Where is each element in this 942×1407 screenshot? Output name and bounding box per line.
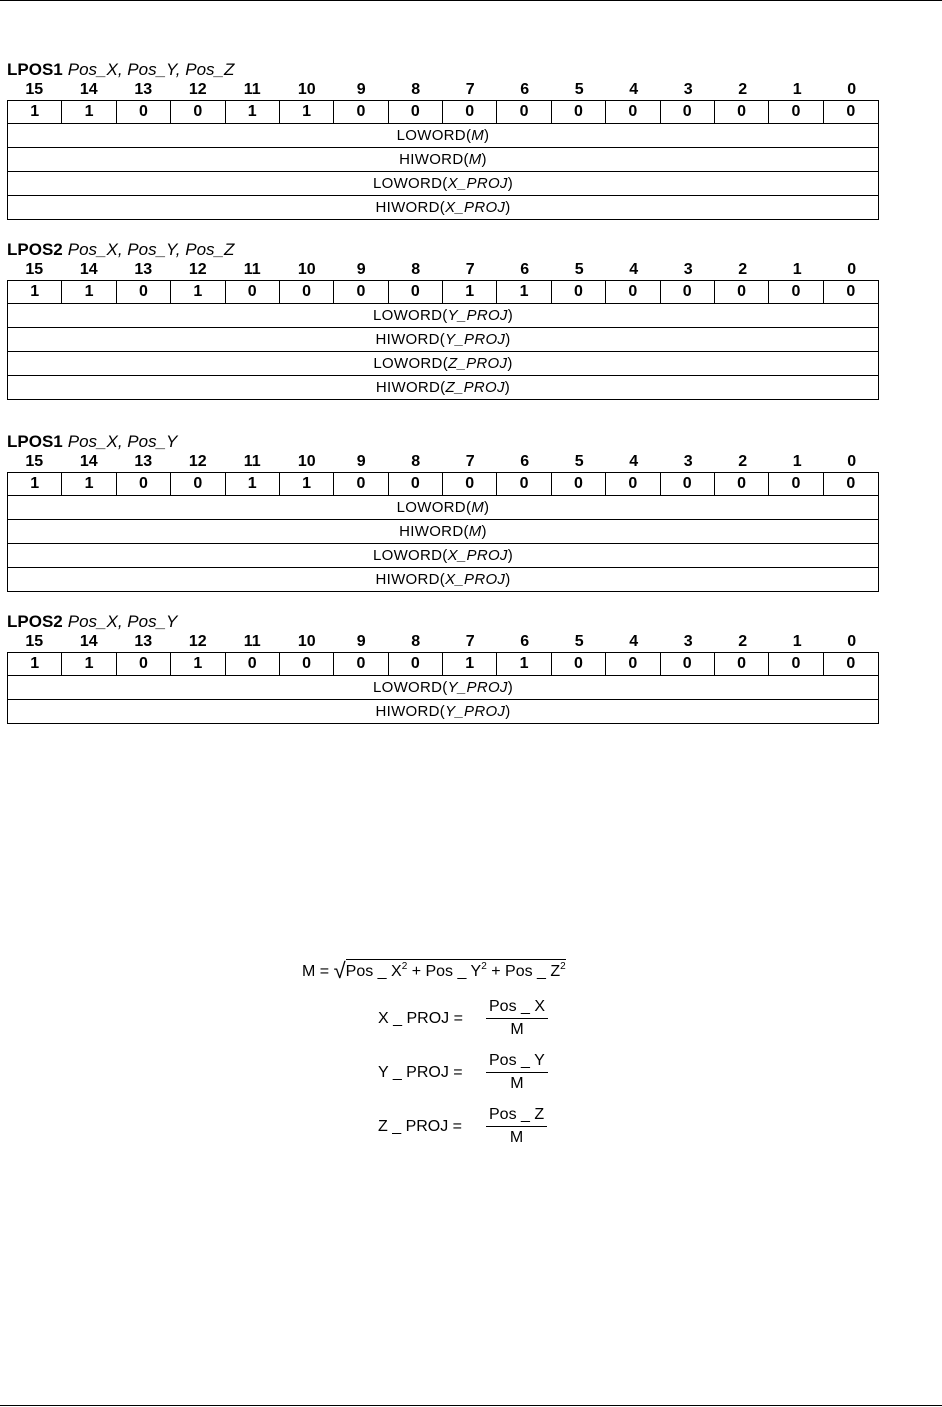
word-prefix: LOWORD( [372,175,448,192]
bit-number: 1 [792,81,802,98]
bit-value-cell: 1 [443,281,497,303]
bit-number: 4 [629,633,639,650]
bit-value-cell: 1 [443,653,497,675]
word-row [7,148,879,172]
word-prefix: HIWORD( [399,151,469,168]
bit-number: 12 [188,453,207,470]
bit-number: 13 [134,81,153,98]
bit-value-cell: 1 [8,281,62,303]
bit-number: 9 [356,453,366,470]
block-title [7,60,879,80]
word-prefix: HIWORD( [399,523,469,540]
bit-value-cell: 0 [280,281,334,303]
word-row [7,544,879,568]
bit-number: 10 [297,453,316,470]
bit-value-cell: 0 [846,283,856,300]
bit-number: 6 [520,633,530,650]
bit-value-cell: 0 [715,653,769,675]
bit-number: 12 [188,633,207,650]
bit-value-cell: 0 [334,101,388,123]
bit-value-cell: 1 [8,101,62,123]
block-title [7,432,879,452]
bit-number: 12 [188,81,207,98]
word-suffix: ) [484,127,490,144]
bit-value-cell: 0 [443,473,497,495]
bit-number: 10 [297,81,316,98]
bit-number: 8 [411,633,421,650]
word-suffix: ) [505,571,511,588]
bit-number: 8 [411,453,421,470]
bit-value-cell: 0 [552,653,606,675]
bit-number: 10 [297,633,316,650]
bit-value-cell: 0 [552,101,606,123]
bit-number: 2 [738,453,748,470]
block-title [7,240,879,260]
bit-value-row [7,280,879,304]
bit-value-cell: 0 [117,281,171,303]
formula-zproj-lhs: Z _ PROJ = [378,1118,463,1135]
bit-number: 14 [79,633,98,650]
bit-number: 0 [847,453,857,470]
bit-number: 10 [297,261,316,278]
bit-number: 3 [683,261,693,278]
bit-value-cell: 0 [606,473,660,495]
radicand: Pos _ $X^2$ + Pos _ $Y^2$ + Pos _ $Z^2$ [345,961,566,980]
bit-number: 11 [243,81,261,98]
bit-value-cell: 0 [661,653,715,675]
bit-value-cell: 0 [606,101,660,123]
word-suffix: ) [507,307,514,324]
bit-number: 13 [134,453,153,470]
bit-number: 9 [356,81,366,98]
bit-value-cell: 0 [715,281,769,303]
bit-number: 7 [465,633,475,650]
bit-value-cell: 0 [769,101,823,123]
word-suffix: ) [507,547,514,564]
register-params: Pos_X, Pos_Y [67,432,178,451]
word-argument: X_PROJ [447,175,508,192]
bit-value-cell: 0 [443,101,497,123]
bit-number: 0 [847,261,857,278]
word-argument: Y_PROJ [447,679,508,696]
bit-value-cell: 0 [661,281,715,303]
bit-number: 0 [847,81,857,98]
word-argument: X_PROJ [445,199,506,216]
bit-value-cell: 0 [497,101,551,123]
bit-value-cell: 0 [171,473,225,495]
bit-number: 4 [629,261,639,278]
bit-value-cell: 0 [846,475,856,492]
word-prefix: HIWORD( [375,703,446,720]
bit-number: 14 [79,261,98,278]
bit-number: 15 [25,81,44,98]
register-block [7,240,879,400]
bit-value-cell: 1 [62,653,116,675]
word-prefix: LOWORD( [372,547,448,564]
register-block [7,612,879,724]
bit-number: 8 [411,261,421,278]
word-row [7,496,879,520]
word-argument: M [471,127,485,144]
bit-number: 9 [356,261,366,278]
block-title [7,612,879,632]
word-prefix: LOWORD( [372,679,448,696]
word-row [7,328,879,352]
bit-number: 5 [574,453,584,470]
bit-value-cell: 1 [8,473,62,495]
sqrt-icon: √ [333,958,346,983]
bit-number: 5 [574,633,584,650]
bit-value-cell: 1 [226,473,280,495]
bit-value-row [7,472,879,496]
bit-number-row [7,632,879,652]
word-row [7,520,879,544]
word-argument: X_PROJ [445,571,506,588]
bit-value-cell: 0 [846,655,856,672]
bit-value-cell: 0 [117,473,171,495]
bit-value-cell: 0 [661,473,715,495]
word-suffix: ) [484,499,490,516]
word-row [7,376,879,400]
register-params: Pos_X, Pos_Y, Pos_Z [67,240,235,259]
register-params: Pos_X, Pos_Y [67,612,178,631]
register-name: LPOS2 [7,612,63,631]
bit-number: 1 [792,453,802,470]
bit-value-cell: 1 [497,281,551,303]
bit-value-cell: 0 [226,653,280,675]
word-prefix: HIWORD( [375,379,446,396]
word-suffix: ) [505,331,511,348]
bit-number: 4 [629,453,639,470]
bit-number: 2 [738,633,748,650]
bit-number: 13 [134,633,153,650]
register-name: LPOS2 [7,240,63,259]
bit-value-row [7,652,879,676]
bit-number: 11 [243,453,261,470]
word-prefix: HIWORD( [375,331,446,348]
bit-number-row [7,80,879,100]
word-row [7,676,879,700]
word-suffix: ) [507,679,514,696]
bit-value-cell: 0 [606,653,660,675]
word-argument: Y_PROJ [445,331,506,348]
bit-number: 15 [25,261,44,278]
bit-value-cell: 1 [171,653,225,675]
word-prefix: LOWORD( [373,355,448,372]
bit-number: 1 [792,261,802,278]
word-suffix: ) [505,703,511,720]
bit-number: 0 [847,633,857,650]
word-row [7,304,879,328]
formula-yproj-lhs: Y _ PROJ = [378,1064,463,1081]
word-argument: Z_PROJ [445,379,505,396]
bit-value-cell: 1 [62,473,116,495]
bit-number: 2 [738,261,748,278]
word-row [7,700,879,724]
register-name: LPOS1 [7,60,63,79]
word-argument: Y_PROJ [447,307,508,324]
word-suffix: ) [504,379,511,396]
word-argument: Z_PROJ [448,355,508,372]
bit-value-cell: 1 [497,653,551,675]
formula-m: M = √Pos _ $X^2$ + Pos _ $Y^2$ + Pos _ $Z^2$ [302,958,566,983]
word-row [7,124,879,148]
bit-number: 11 [243,633,261,650]
bit-value-cell: 0 [497,473,551,495]
bit-value-cell: 0 [552,281,606,303]
bit-number: 7 [465,453,475,470]
bit-number: 1 [792,633,802,650]
bit-number: 15 [25,453,44,470]
register-params: Pos_X, Pos_Y, Pos_Z [67,60,235,79]
bit-value-cell: 0 [280,653,334,675]
bit-number: 6 [520,453,530,470]
bit-value-cell: 0 [769,281,823,303]
bit-number: 4 [629,81,639,98]
bit-value-cell: 0 [117,101,171,123]
bit-value-cell: 0 [334,473,388,495]
word-suffix: ) [507,355,513,372]
formula-yproj-fraction: Pos _ Y M [486,1050,548,1095]
bottom-rule [0,1405,942,1406]
word-prefix: HIWORD( [375,199,446,216]
bit-number: 15 [25,633,44,650]
bit-value-cell: 0 [769,653,823,675]
bit-value-cell: 1 [280,101,334,123]
bit-number: 13 [134,261,153,278]
bit-value-cell: 0 [117,653,171,675]
word-argument: M [468,151,482,168]
formula-zproj-fraction: Pos _ Z M [486,1104,547,1149]
bit-number: 9 [356,633,366,650]
bit-value-cell: 0 [226,281,280,303]
formula-xproj-lhs: X _ PROJ = [378,1010,463,1027]
bit-number: 5 [574,261,584,278]
word-argument: M [471,499,485,516]
bit-value-cell: 0 [389,653,443,675]
bit-number-row [7,260,879,280]
register-name: LPOS1 [7,432,63,451]
bit-value-cell: 1 [62,281,116,303]
bit-value-cell: 0 [715,101,769,123]
bit-number-row [7,452,879,472]
bit-value-cell: 0 [334,653,388,675]
bit-number: 14 [79,453,98,470]
bit-value-cell: 0 [171,101,225,123]
bit-value-cell: 1 [8,653,62,675]
word-prefix: LOWORD( [396,127,472,144]
word-row [7,172,879,196]
word-prefix: HIWORD( [375,571,446,588]
word-argument: Y_PROJ [445,703,506,720]
bit-value-cell: 0 [661,101,715,123]
bit-value-row [7,100,879,124]
bit-value-cell: 0 [334,281,388,303]
word-suffix: ) [481,151,487,168]
bit-value-cell: 1 [171,281,225,303]
bit-number: 3 [683,81,693,98]
word-prefix: LOWORD( [396,499,472,516]
word-row [7,196,879,220]
word-argument: M [468,523,482,540]
word-row [7,352,879,376]
word-row [7,568,879,592]
bit-number: 6 [520,81,530,98]
word-argument: X_PROJ [447,547,508,564]
bit-number: 14 [79,81,98,98]
bit-value-cell: 0 [769,473,823,495]
top-rule [0,0,942,1]
bit-number: 2 [738,81,748,98]
word-prefix: LOWORD( [372,307,448,324]
bit-number: 7 [465,261,475,278]
bit-value-cell: 0 [606,281,660,303]
word-suffix: ) [505,199,511,216]
bit-number: 3 [683,633,693,650]
bit-value-cell: 1 [280,473,334,495]
bit-value-cell: 1 [62,101,116,123]
bit-value-cell: 0 [389,473,443,495]
word-suffix: ) [507,175,514,192]
bit-number: 5 [574,81,584,98]
bit-value-cell: 0 [846,103,856,120]
bit-value-cell: 0 [715,473,769,495]
bit-number: 7 [465,81,475,98]
formula-xproj-fraction: Pos _ X M [486,996,548,1041]
bit-number: 6 [520,261,530,278]
bit-number: 12 [188,261,207,278]
bit-value-cell: 0 [552,473,606,495]
bit-value-cell: 0 [389,101,443,123]
bit-number: 3 [683,453,693,470]
register-block [7,432,879,592]
word-suffix: ) [481,523,487,540]
bit-value-cell: 0 [389,281,443,303]
bit-number: 8 [411,81,421,98]
bit-value-cell: 1 [226,101,280,123]
register-block [7,60,879,220]
bit-number: 11 [243,261,261,278]
